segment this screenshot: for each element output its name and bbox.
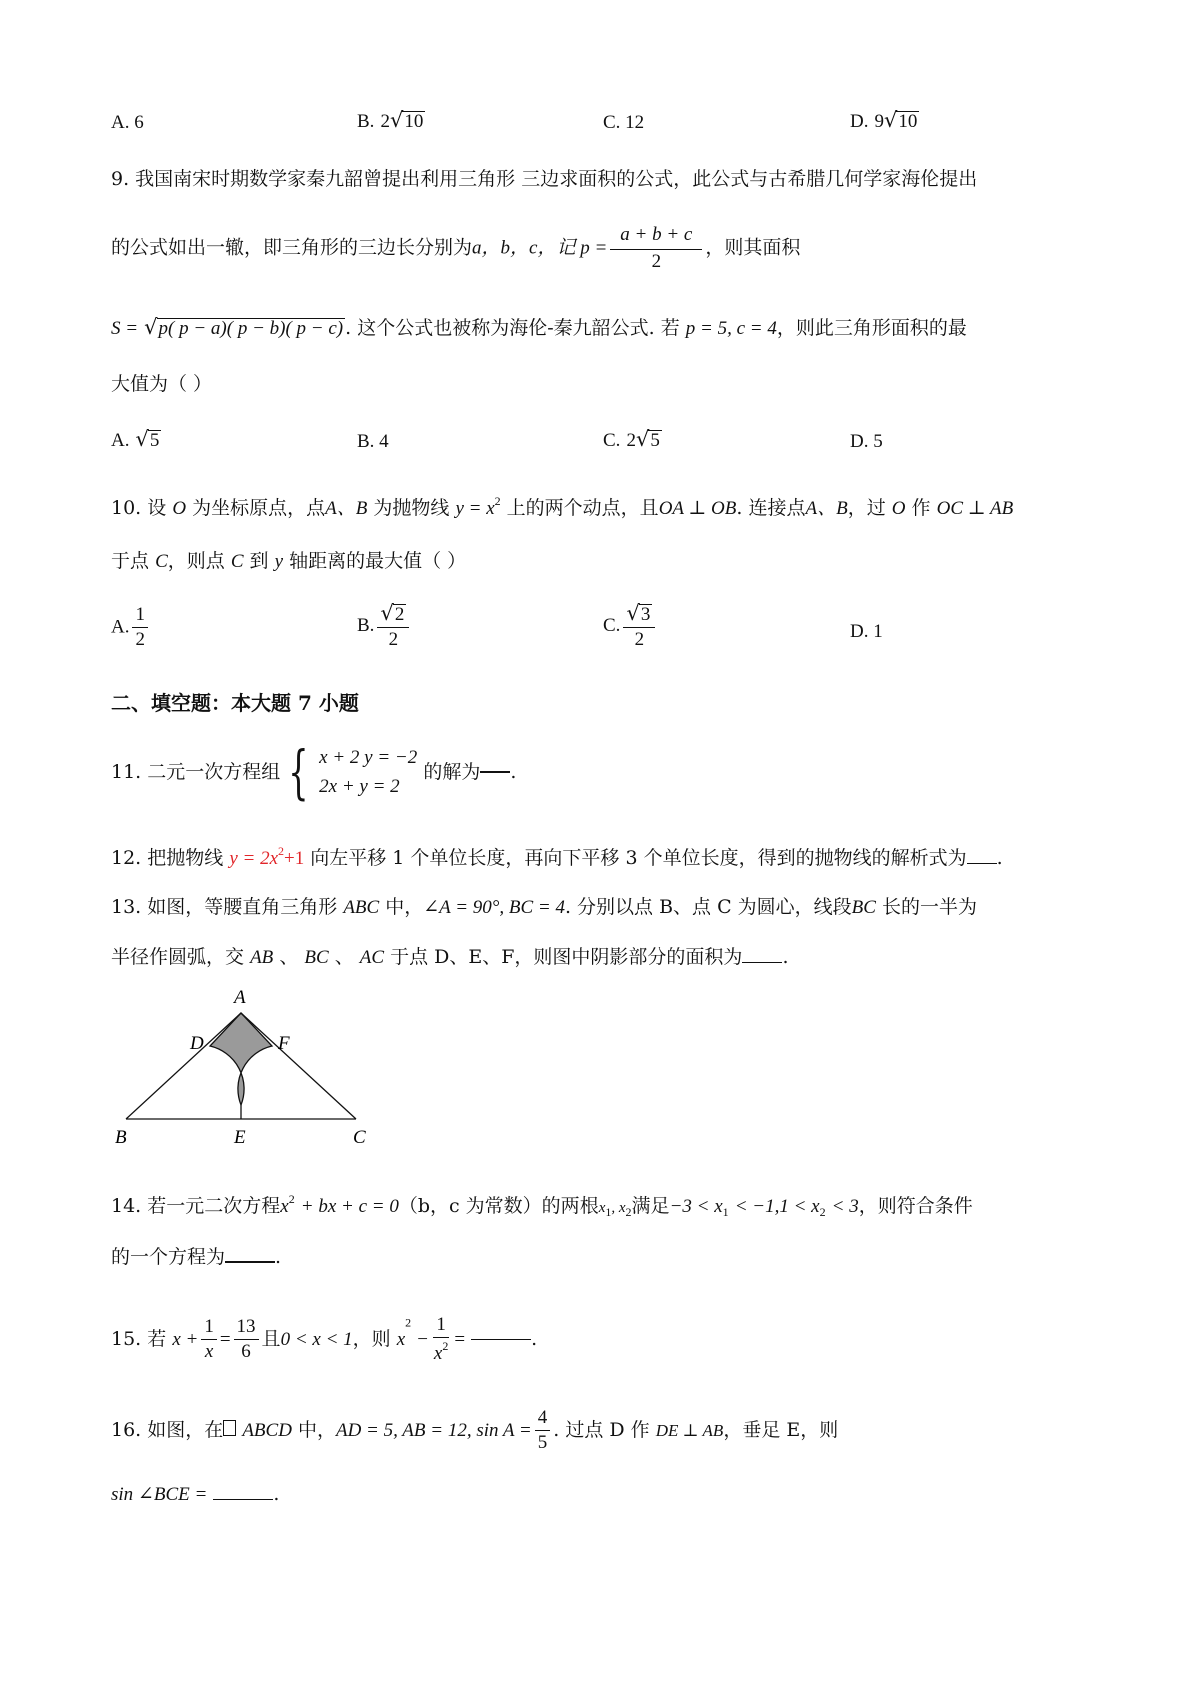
q8-option-c: C. 12 xyxy=(603,112,645,133)
label-c: C xyxy=(353,1127,366,1148)
q9-line-3: S = √p( p − a)( p − b)( p − c) . 这个公式也被称为海伦-秦九韶公式. 若 p = 5, c = 4，则此三角形面积的最 xyxy=(111,315,967,339)
q12-answer-blank[interactable] xyxy=(967,863,997,864)
q10-option-c: C. $\frac{√3}{2}$ xyxy=(603,602,658,650)
q10-option-d: D. 1 xyxy=(850,621,883,642)
side-ab xyxy=(126,1013,241,1119)
q11-answer-blank[interactable] xyxy=(480,771,510,773)
q13-line-2: 半径作圆弧，交 AB 、 BC 、 AC 于点 D、E、F，则图中阴影部分的面积为 . xyxy=(111,946,789,968)
q9-line-1: 9. 我国南宋时期数学家秦九韶曾提出利用三角形 三边求面积的公式，此公式与古希腊几何学家海伦提出 xyxy=(111,168,978,190)
label-f: F xyxy=(278,1033,290,1054)
section-2-heading: 二、填空题：本大题 7 小题 xyxy=(111,691,359,715)
q9-p-fraction: $\frac{a + b + c}{2}$ xyxy=(610,225,702,272)
label-e: E xyxy=(234,1127,246,1148)
q8-option-a: A. 6 xyxy=(111,112,144,133)
q10-line-2: 于点 C，则点 C 到 y 轴距离的最大值（ ） xyxy=(111,550,467,572)
q14-line-2: 的一个方程为 . xyxy=(111,1246,282,1268)
q15-answer-blank[interactable] xyxy=(471,1339,531,1340)
q14-answer-blank[interactable] xyxy=(225,1261,275,1263)
q10-option-a: A. $\frac{1}{2}$ xyxy=(111,605,151,650)
q9-option-c: C. 2√5 xyxy=(603,427,660,451)
q8-option-b: B. 2√10 xyxy=(357,108,424,132)
q10-option-b: B. $\frac{√2}{2}$ xyxy=(357,602,412,650)
q9-option-a: A. √5 xyxy=(111,427,160,451)
q13-figure xyxy=(110,985,380,1155)
q14-line-1: 14. 若一元二次方程$x^2$ + bx + c = 0（b，c 为常数）的两根$x_1$, $x_2$满足$-3 < x_1 < -1,1 < x_2 < 3$，则符合条件 xyxy=(111,1192,973,1219)
q16-answer-blank[interactable] xyxy=(213,1499,273,1500)
label-a: A xyxy=(234,987,246,1008)
q13-answer-blank[interactable] xyxy=(742,962,782,963)
label-d: D xyxy=(190,1033,204,1054)
side-ac xyxy=(241,1013,356,1119)
q9-line-2: 的公式如出一辙，即三角形的三边长分别为a，b，c，记 p = $\frac{a + b + c}{2}$ ，则其面积 xyxy=(111,224,801,272)
q8-option-d: D. 9√10 xyxy=(850,108,918,132)
parallelogram-symbol xyxy=(223,1420,236,1436)
q9-option-b: B. 4 xyxy=(357,431,389,452)
q9-line-4: 大值为（ ） xyxy=(111,373,213,395)
q12: 12. 把抛物线 $y = 2x^2+1$ 向左平移 1 个单位长度，再向下平移 3 个单位长度，得到的抛物线的解析式为 . xyxy=(111,844,1003,869)
q11-equation-system: { x + 2 y = −2 2x + y = 2 xyxy=(288,738,418,807)
q15: 15. 若 x + $\frac{1}{x}$ = $\frac{13}{6}$ 且0 < x < 1，则 $x^2$ − $\frac{1}{x^2}$ = . xyxy=(111,1314,538,1364)
label-b: B xyxy=(115,1127,127,1148)
q16-line-2: sin ∠BCE = . xyxy=(111,1483,280,1505)
q13-line-1: 13. 如图，等腰直角三角形 ABC 中，∠A = 90°, BC = 4. 分别以点 B、点 C 为圆心，线段BC 长的一半为 xyxy=(111,896,978,918)
q11: 11. 二元一次方程组 { x + 2 y = −2 2x + y = 2 的解为 . xyxy=(111,738,517,807)
shaded-region xyxy=(210,1013,272,1105)
q9-option-d: D. 5 xyxy=(850,431,883,452)
q10-line-1: 10. 设 O 为坐标原点，点A、B 为抛物线 $y = x^2$ 上的两个动点，且OA ⊥ OB. 连接点A、B，过 O 作 OC ⊥ AB xyxy=(111,494,1014,519)
q16-line-1: 16. 如图，在 ABCD 中，AD = 5, AB = 12, sin A = $\frac{4}{5}$ . 过点 D 作 DE ⊥ AB，垂足 E，则 xyxy=(111,1407,839,1453)
